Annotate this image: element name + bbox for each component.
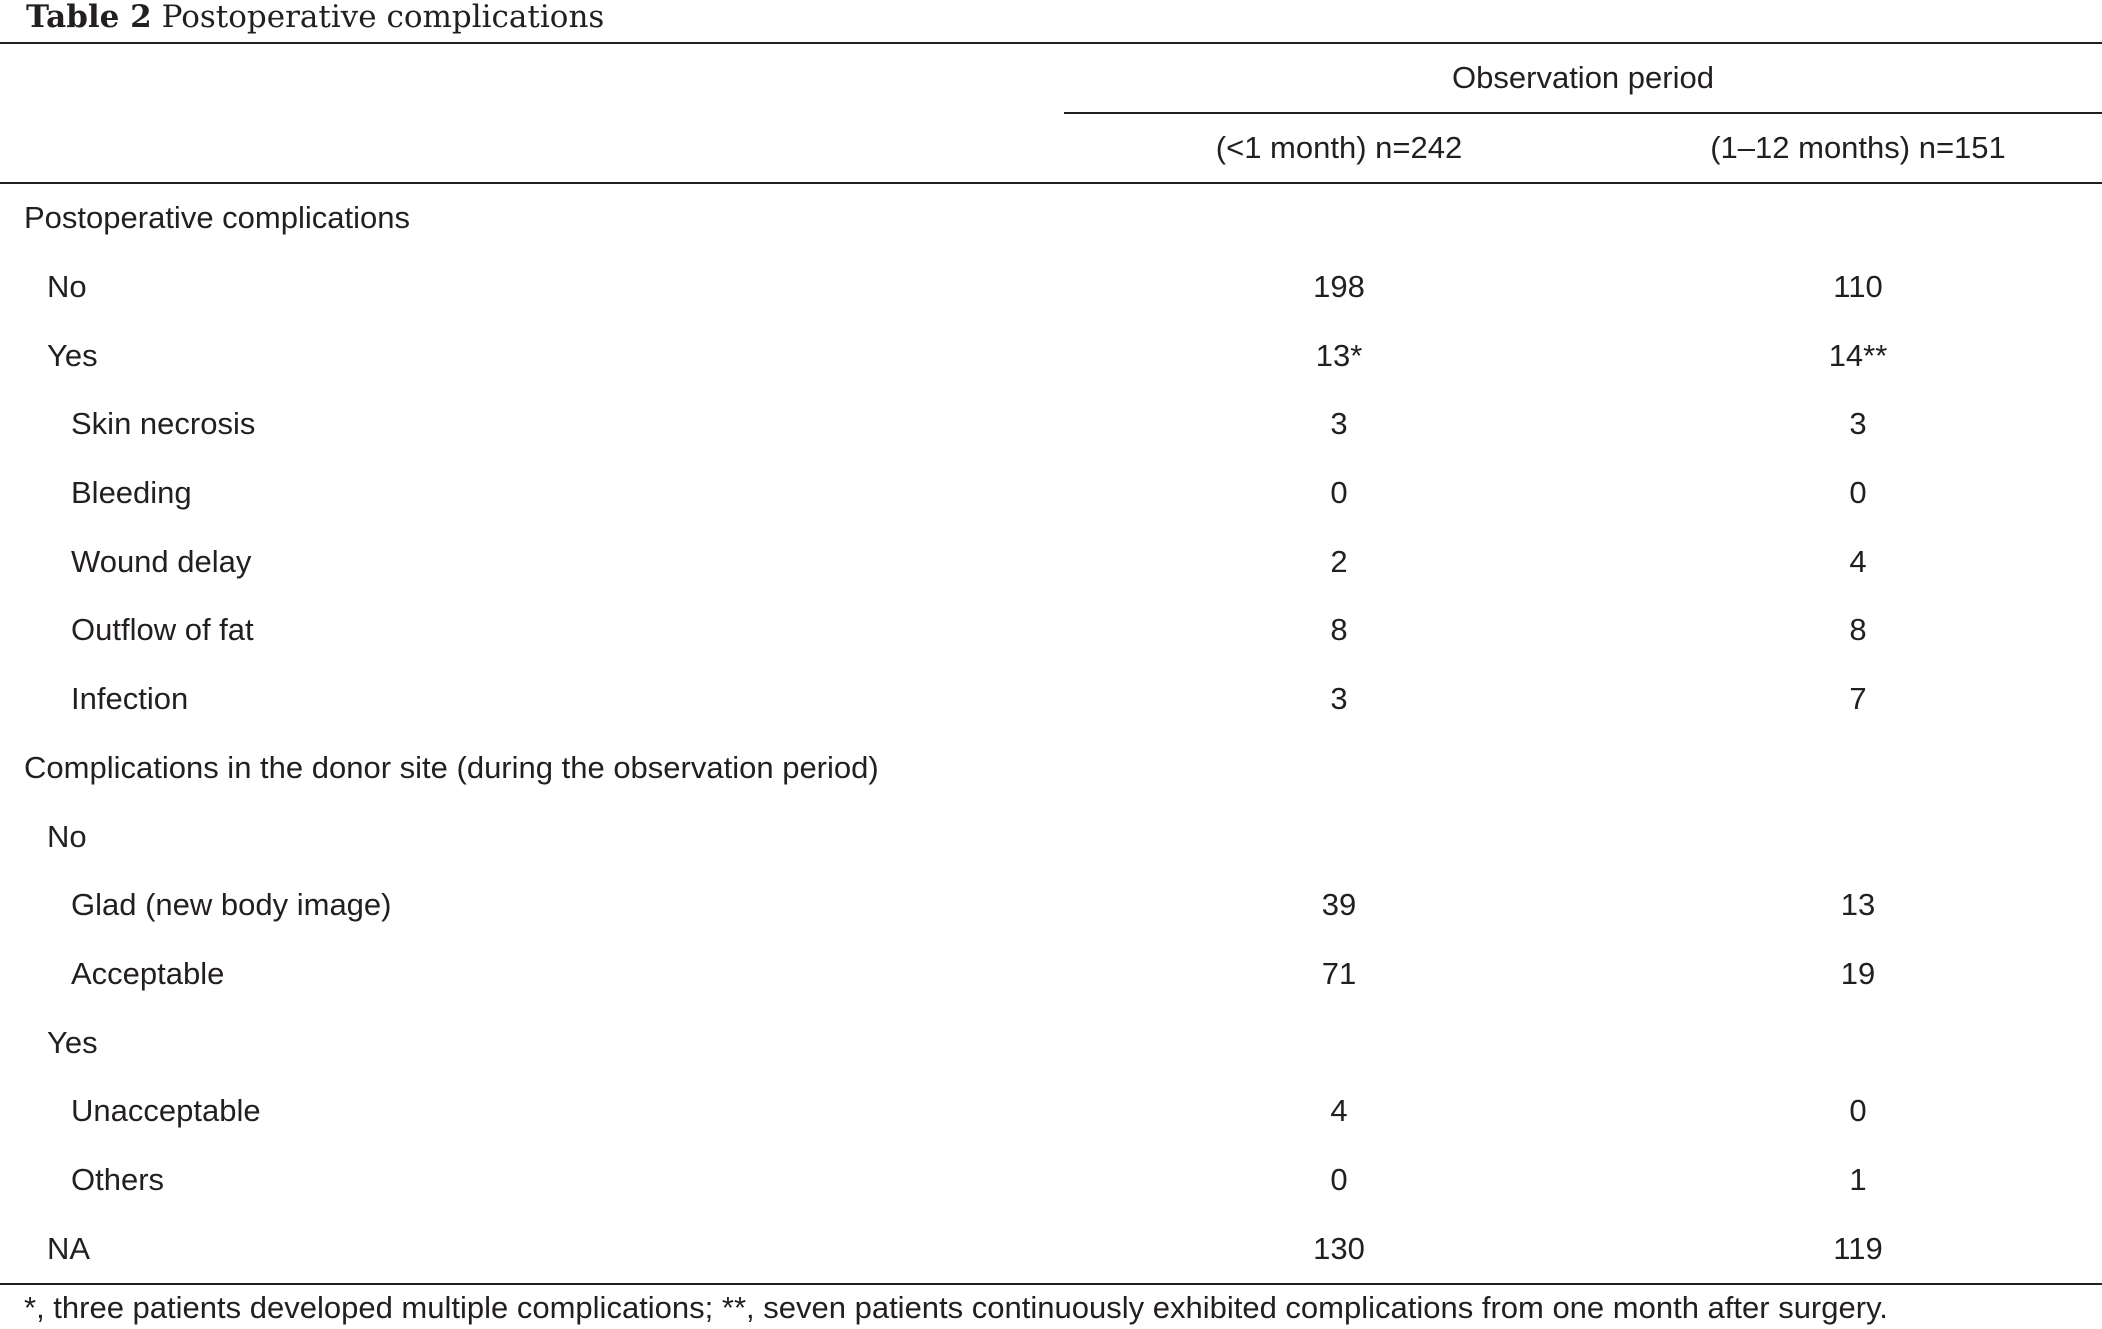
- row-label: Wound delay: [71, 543, 252, 579]
- table-number: Table 2: [26, 0, 152, 35]
- cell-col2: 0: [1849, 1093, 1867, 1129]
- cell-col2: 119: [1614, 1214, 2102, 1284]
- header-col-1-12-months: (1–12 months) n=151: [1614, 113, 2102, 183]
- table-title: Postoperative complications: [161, 0, 605, 35]
- cell-col1: 198: [1313, 269, 1365, 305]
- cell-col1: 0: [1330, 475, 1348, 511]
- row-label: Outflow of fat: [71, 612, 254, 648]
- table-row: [0, 1214, 2102, 1284]
- cell-col2: [1614, 734, 2102, 803]
- table-row: [0, 1008, 2102, 1077]
- row-label: Glad (new body image): [71, 887, 392, 923]
- row-label: No: [47, 269, 87, 305]
- cell-col2: 0: [1849, 475, 1867, 511]
- table-row: [0, 527, 2102, 596]
- cell-col1: [1064, 183, 1614, 253]
- table-row: [0, 802, 2102, 871]
- table-row: [0, 253, 2102, 322]
- header-row-group: [0, 43, 2102, 113]
- cell-col2: 19: [1840, 955, 1876, 991]
- row-label: Skin necrosis: [71, 406, 256, 442]
- cell-col2: 14**: [1828, 337, 1888, 373]
- header-empty-cell: [0, 113, 1064, 183]
- header-row-columns: [0, 113, 2102, 183]
- row-label: NA: [0, 1214, 1064, 1284]
- table-footnote: *, three patients developed multiple complications; **, seven patients continuously exhibited complications from one month after surgery.: [24, 1290, 1888, 1325]
- cell-col1: 39: [1321, 887, 1357, 923]
- row-label: No: [47, 818, 87, 854]
- cell-col2: [1614, 802, 2102, 871]
- row-label: Yes: [47, 337, 98, 373]
- table-row: [0, 390, 2102, 459]
- cell-col2: 7: [1849, 681, 1867, 717]
- table-caption: [26, 0, 604, 34]
- cell-col1: 0: [1330, 1161, 1348, 1197]
- cell-col2: 110: [1833, 269, 1883, 305]
- cell-col2: 13: [1840, 887, 1876, 923]
- table-row: [0, 321, 2102, 390]
- row-label: Complications in the donor site (during the observation period): [24, 749, 879, 785]
- header-empty-cell: [0, 43, 1064, 113]
- table-row: [0, 1146, 2102, 1215]
- cell-col1: [1064, 734, 1614, 803]
- cell-col1: 130: [1064, 1214, 1614, 1284]
- row-label: Postoperative complications: [24, 200, 410, 236]
- header-observation-period: Observation period: [1064, 43, 2102, 113]
- table-row: [0, 183, 2102, 253]
- row-label: Others: [71, 1161, 165, 1197]
- row-label: Bleeding: [71, 475, 192, 511]
- row-label: Acceptable: [71, 955, 225, 991]
- table-row: [0, 940, 2102, 1009]
- cell-col1: 2: [1330, 543, 1348, 579]
- cell-col1: [1064, 802, 1614, 871]
- cell-col2: [1614, 183, 2102, 253]
- row-label: Unacceptable: [71, 1093, 261, 1129]
- table-row: [0, 871, 2102, 940]
- cell-col1: 3: [1330, 681, 1348, 717]
- cell-col2: 1: [1849, 1161, 1867, 1197]
- cell-col1: 13*: [1315, 337, 1363, 373]
- cell-col2: 3: [1849, 406, 1867, 442]
- cell-col1: 71: [1321, 955, 1357, 991]
- cell-col1: [1064, 1008, 1614, 1077]
- table-row: [0, 1077, 2102, 1146]
- row-label: Infection: [71, 681, 189, 717]
- cell-col2: [1614, 1008, 2102, 1077]
- row-label: Yes: [47, 1024, 98, 1060]
- cell-col2: 4: [1849, 543, 1867, 579]
- cell-col2: 8: [1849, 612, 1867, 648]
- cell-col1: 8: [1330, 612, 1348, 648]
- table-row: [0, 596, 2102, 665]
- table-row: [0, 734, 2102, 803]
- table-row: [0, 665, 2102, 734]
- table-row: [0, 459, 2102, 528]
- complications-table: [0, 42, 2102, 1285]
- header-col-less-1-month: (<1 month) n=242: [1064, 113, 1614, 183]
- cell-col1: 4: [1330, 1093, 1348, 1129]
- cell-col1: 3: [1330, 406, 1348, 442]
